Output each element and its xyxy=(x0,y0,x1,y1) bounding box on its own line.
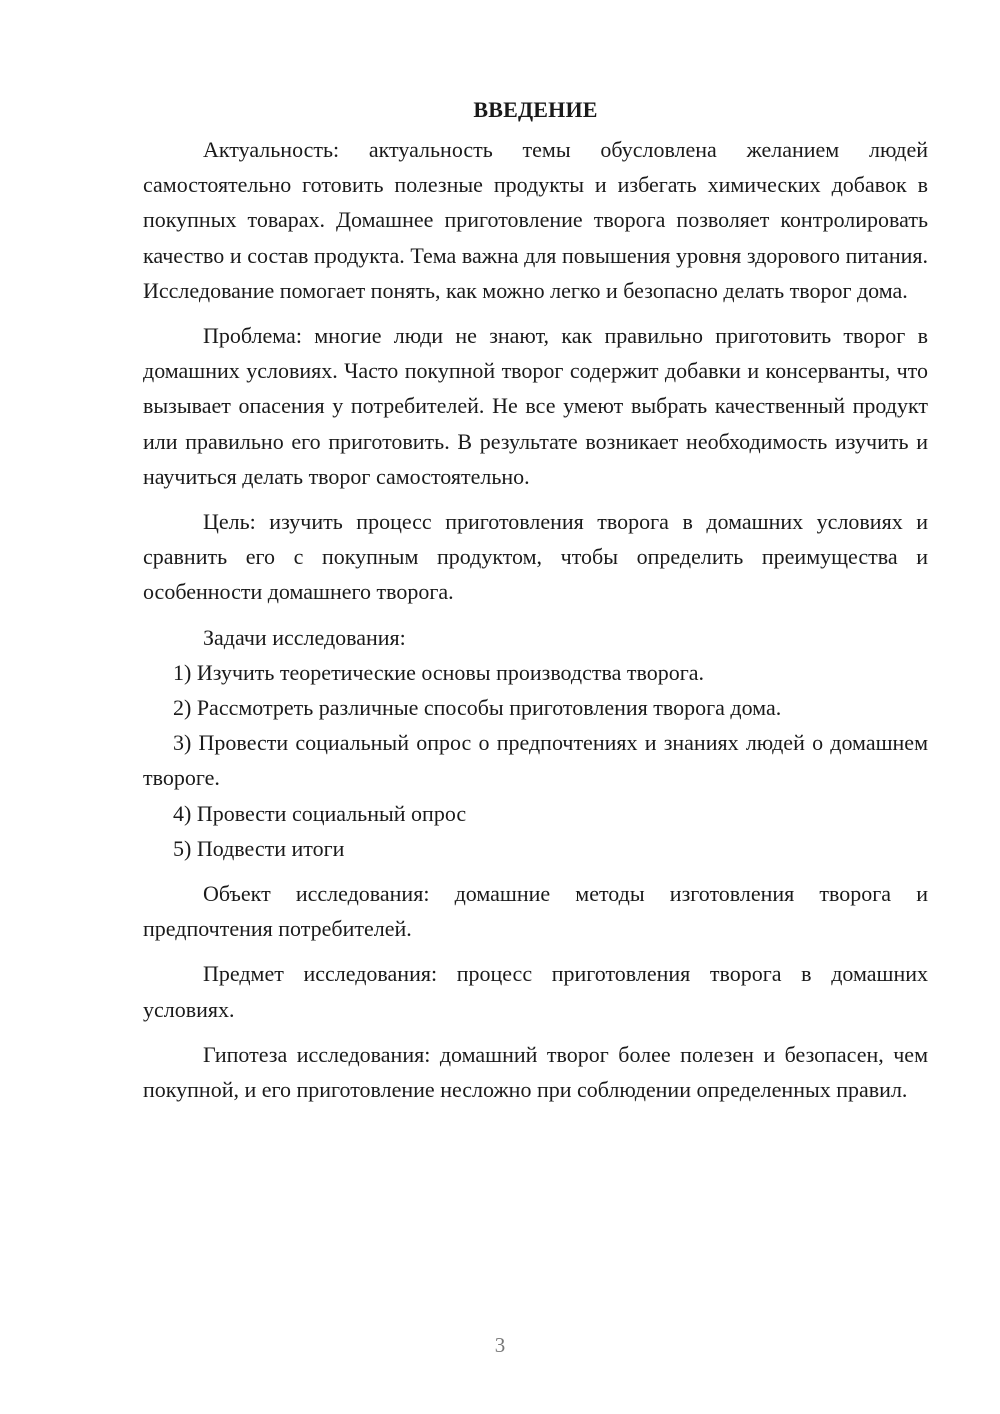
section-title: ВВЕДЕНИЕ xyxy=(473,97,598,122)
paragraph-problem: Проблема: многие люди не знают, как правильно приготовить творог в домашних условиях. Часто покупной творог содержит добавки и консерванты, что вызывает опасения у потребителей. Не все умеют выбрать качественный продукт или правильно его приготовить. В результате возникает необходимость изучить и научиться делать творог самостоятельно. xyxy=(143,323,928,489)
paragraph-goal: Цель: изучить процесс приготовления творога в домашних условиях и сравнить его с покупным продуктом, чтобы определить преимущества и особенности домашнего творога. xyxy=(143,509,928,605)
task-item-1: 1) Изучить теоретические основы производства творога. xyxy=(173,659,704,685)
tasks-heading: Задачи исследования: xyxy=(203,624,406,650)
document-page xyxy=(143,92,928,1107)
paragraph-hypothesis: Гипотеза исследования: домашний творог более полезен и безопасен, чем покупной, и его приготовление несложно при соблюдении определенных правил. xyxy=(143,1041,928,1103)
task-item-4: 4) Провести социальный опрос xyxy=(173,800,467,826)
task-item-3: 3) Провести социальный опрос о предпочтениях и знаниях людей о домашнем твороге. xyxy=(143,730,928,791)
task-item-5: 5) Подвести итоги xyxy=(173,835,345,861)
page-number: 3 xyxy=(494,1333,506,1357)
paragraph-object: Объект исследования: домашние методы изготовления творога и предпочтения потребителей. xyxy=(143,881,928,942)
task-item-2: 2) Рассмотреть различные способы приготовления творога дома. xyxy=(173,695,782,721)
paragraph-subject: Предмет исследования: процесс приготовления творога в домашних условиях. xyxy=(143,961,928,1022)
paragraph-relevance: Актуальность: актуальность темы обусловлена желанием людей самостоятельно готовить полезные продукты и избегать химических добавок в покупных товарах. Домашнее приготовление творога позволяет контролировать качество и состав продукта. Тема важна для повышения уровня здорового питания. Исследование помогает понять, как можно легко и безопасно делать творог дома. xyxy=(143,137,928,303)
